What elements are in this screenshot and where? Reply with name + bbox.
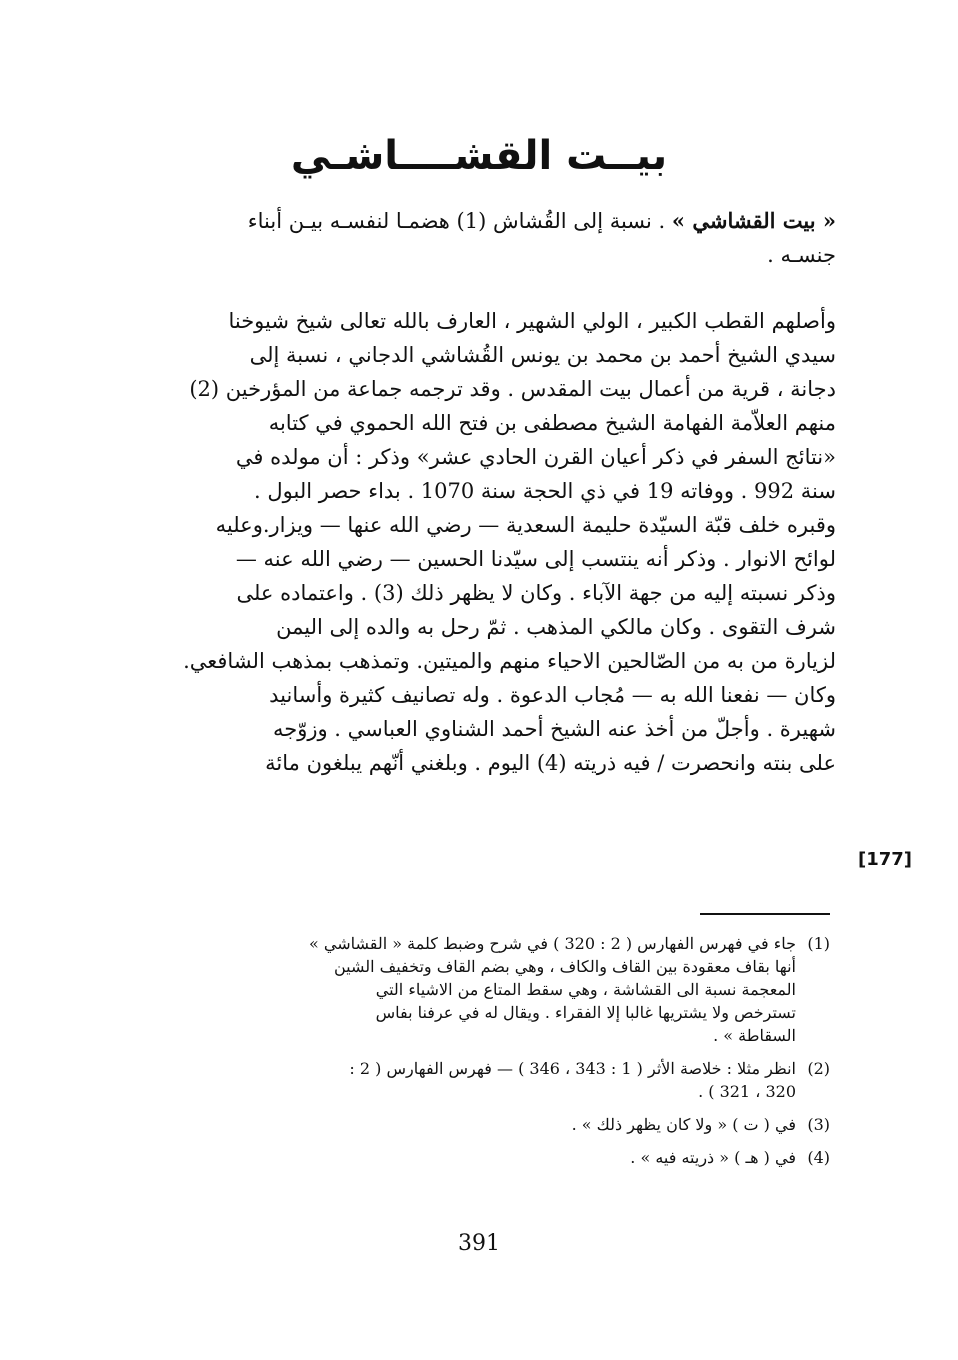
footnote-line: أنها بقاف معقودة بين القاف والكاف ، وهي بضم القاف وتخفيف الشين: [333, 957, 796, 976]
text-line: وأصلهم القطب الكبير ، الولي الشهير ، العارف بالله تعالى شيخ شيوخنا: [228, 309, 836, 333]
intro-rest: . نسبة إلى القُشاش (1) هضمـا لنفسـه بيـن أبناء: [247, 209, 666, 233]
text-line: شهيرة . وأجلّ من أخذ عنه الشيخ أحمد الشناوي العباسي . وزوّجه: [272, 717, 836, 741]
text-line: على بنته وانحصرت / فيه ذريته (4) اليوم . وبلغني أنّهم يبلغون مائة: [265, 751, 836, 775]
intro-lead: « بيت القشاشي »: [671, 208, 836, 233]
footnote-4: [170, 1146, 830, 1169]
footnote-line: جاء في فهرس الفهارس ( 2 : 320 ) في شرح وضبط كلمة « القشاشي »: [309, 934, 796, 953]
main-text: [160, 204, 836, 780]
footnotes: [170, 932, 830, 1179]
footnote-line: في ( هـ ) « ذريته فيه » .: [630, 1148, 796, 1167]
footnote-number: (4): [807, 1148, 830, 1167]
text-line: دجانة ، قرية من أعمال بيت المقدس . وقد ترجمه جماعة من المؤرخين (2): [189, 377, 836, 401]
footnote-line: 320 ، 321 ) .: [698, 1082, 796, 1101]
footnote-line: في ( ت ) « ولا كان يظهر ذلك » .: [571, 1115, 796, 1134]
text-line: وقبره خلف قبّة السيّدة حليمة السعدية — رضي الله عنها — ويزار.وعليه: [215, 513, 836, 537]
text-line: سنة 992 . ووفاته 19 في ذي الحجة سنة 1070 . بداء حصر البول .: [254, 479, 836, 503]
footnote-line: تسترخص ولا يشتريها غالبا إلا الفقراء . ويقال له في عرفنا بفاس: [375, 1003, 796, 1022]
footnote-2: [170, 1057, 830, 1103]
page-number: 391: [458, 1231, 500, 1256]
main-paragraph: [160, 304, 836, 780]
page-title: بيــت القشــــاشـي: [290, 133, 668, 179]
intro-line: [160, 204, 836, 238]
text-line: منهم العلاّمة الفهامة الشيخ مصطفى بن فتح الله الحموي في كتابه: [268, 411, 836, 435]
footnote-divider: [700, 913, 830, 915]
text-line: وكان — نفعنا الله به — مُجاب الدعوة . وله تصانيف كثيرة وأسانيد: [269, 683, 836, 707]
footnote-1: [170, 932, 830, 1047]
text-line: لزيارة من به من الصّالحين الاحياء منهم والميتين. وتمذهب بمذهب الشافعي.: [183, 649, 836, 673]
text-line: «نتائج السفر في ذكر أعيان القرن الحادي عشر» وذكر : أن مولده في: [235, 445, 836, 469]
intro-line-2: جنسـه .: [767, 243, 836, 267]
text-line: وذكر نسبته إليه من جهة الآباء . وكان لا يظهر ذلك (3) . واعتماده على: [236, 581, 836, 605]
footnote-line: انظر مثلا : خلاصة الأثر ( 1 : 343 ، 346 ) — فهرس الفهارس ( 2 :: [349, 1059, 796, 1078]
footnote-number: (1): [807, 934, 830, 953]
footnote-number: (2): [807, 1059, 830, 1078]
text-line: شرف التقوى . وكان مالكي المذهب . ثمّ رحل به والده إلى اليمن: [276, 615, 836, 639]
footnote-3: [170, 1113, 830, 1136]
text-line: لوائح الانوار . وذكر أنه ينتسب إلى سيّدنا الحسين — رضي الله عنه —: [235, 547, 836, 571]
footnote-number: (3): [807, 1115, 830, 1134]
text-line: سيدي الشيخ أحمد بن محمد بن يونس القُشاشي الدجاني ، نسبة إلى: [249, 343, 836, 367]
footnote-line: المعجمة نسبة الى القشاشة ، وهي سقط المتاع من الاشياء التي: [375, 980, 796, 999]
footnote-line: السقاطة » .: [713, 1026, 796, 1045]
margin-page-reference: [177]: [858, 849, 913, 870]
